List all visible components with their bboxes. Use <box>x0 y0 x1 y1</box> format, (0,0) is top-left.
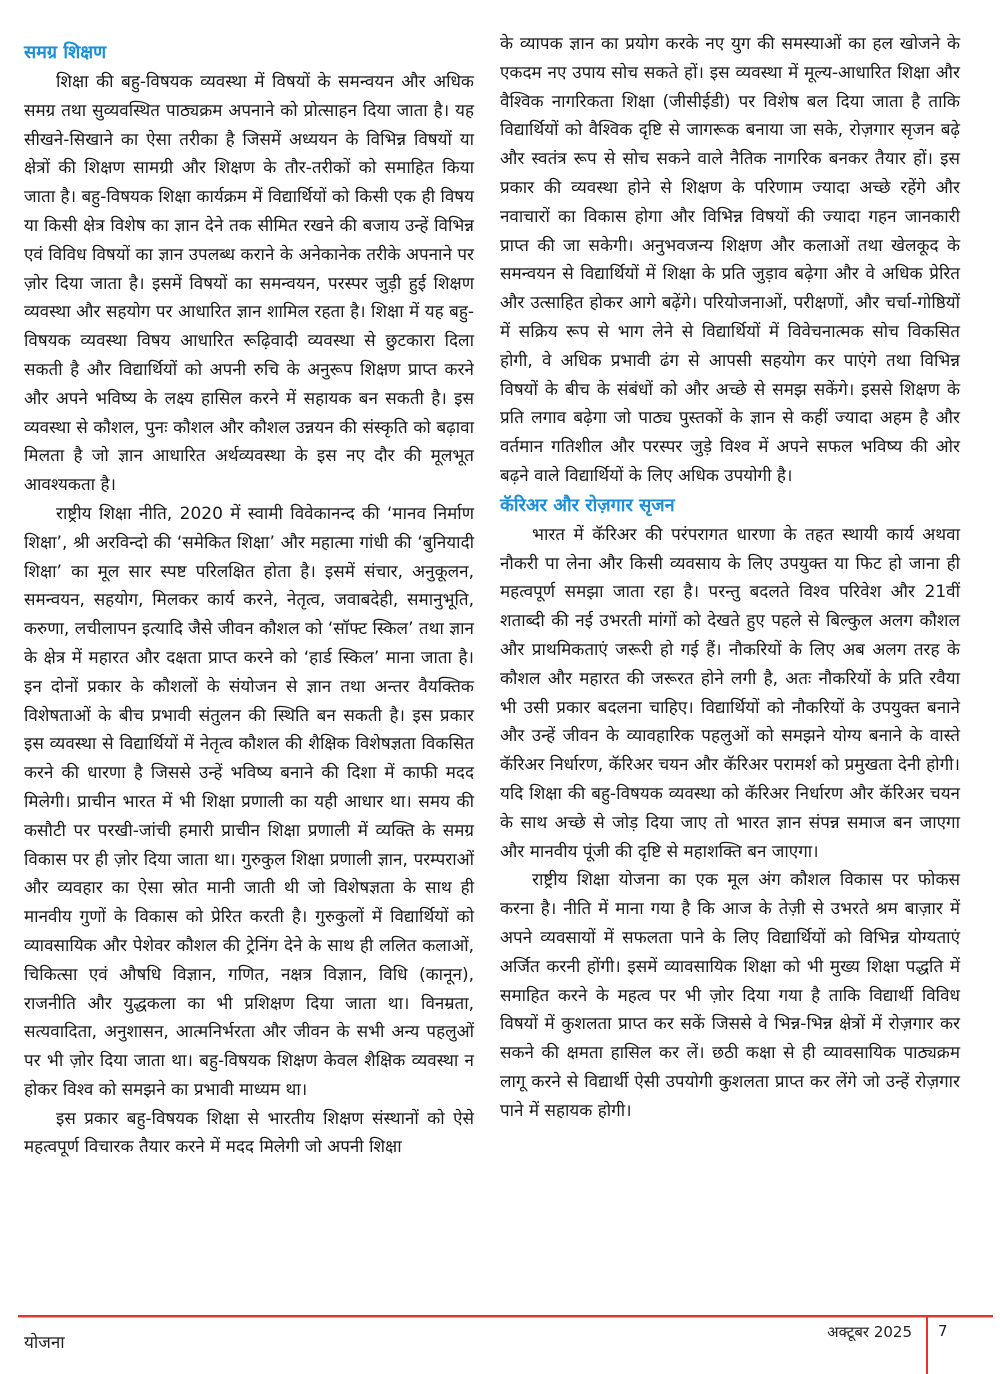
paragraph: राष्ट्रीय शिक्षा नीति, 2020 में स्वामी विवेकानन्द की ‘मानव निर्माण शिक्षा’, श्री अरविन्दो की ‘समेकित शिक्षा’ और महात्मा गांधी की ‘बुनियादी शिक्षा’ का मूल सार स्पष्ट परिलक्षित होता है। इसमें संचार, अनुकूलन, समन्वयन, सहयोग, मिलकर कार्य करने, नेतृत्व, जवाबदेही, समानुभूति, करुणा, लचीलापन इत्यादि जैसे जीवन कौशल को ‘सॉफ्ट स्किल’ तथा ज्ञान के क्षेत्र में महारत और दक्षता प्राप्त करने को ‘हार्ड स्किल’ माना जाता है। इन दोनों प्रकार के कौशलों के संयोजन से ज्ञान तथा अन्तर वैयक्तिक विशेषताओं के बीच प्रभावी संतुलन की स्थिति बन सकती है। इस प्रकार इस व्यवस्था से विद्यार्थियों में नेतृत्व कौशल की शैक्षिक विशेषज्ञता विकसित करने की धारणा है जिससे उन्हें भविष्य बनाने की दिशा में काफी मदद मिलेगी। प्राचीन भारत में भी शिक्षा प्रणाली का यही आधार था। समय की कसौटी पर परखी-जांची हमारी प्राचीन शिक्षा प्रणाली में व्यक्ति के समग्र विकास पर ही ज़ोर दिया जाता था। गुरुकुल शिक्षा प्रणाली ज्ञान, परम्पराओं और व्यवहार का ऐसा स्रोत मानी जाती थी जो विशेषज्ञता के साथ ही मानवीय गुणों के विकास को प्रेरित करती है। गुरुकुलों में विद्यार्थियों को व्यावसायिक और पेशेवर कौशल की ट्रेनिंग देने के साथ ही ललित कलाओं, चिकित्सा एवं औषधि विज्ञान, गणित, नक्षत्र विज्ञान, विधि (कानून), राजनीति और युद्धकला का भी प्रशिक्षण दिया जाता था। विनम्रता, सत्यवादिता, अनुशासन, आत्मनिर्भरता और जीवन के सभी अन्य पहलुओं पर भी ज़ोर दिया जाता था। बहु-विषयक शिक्षण केवल शैक्षिक व्यवस्था न होकर विश्व को समझने का प्रभावी माध्यम था। <box>24 503 474 1100</box>
paragraph: राष्ट्रीय शिक्षा योजना का एक मूल अंग कौशल विकास पर फोकस करना है। नीति में माना गया है कि आज के तेज़ी से उभरते श्रम बाज़ार में अपने व्यवसायों में सफलता पाने के लिए विद्यार्थियों को विभिन्न योग्यताएं अर्जित करनी होंगी। इसमें व्यावसायिक शिक्षा को भी मुख्य शिक्षा पद्धति में समाहित करने के महत्व पर भी ज़ोर दिया गया है ताकि विद्यार्थी विविध विषयों में कुशलता प्राप्त कर सकें जिससे वे भिन्न-भिन्न क्षेत्रों में रोज़गार कर सकने की क्षमता हासिल कर लें। छठी कक्षा से ही व्यावसायिक पाठ्यक्रम लागू करने से विद्यार्थी ऐसी उपयोगी कुशलता प्राप्त कर लेंगे जो उन्हें रोज़गार पाने में सहायक होगी। <box>500 870 960 1121</box>
section-heading-holistic-learning: समग्र शिक्षण <box>24 42 107 63</box>
footer-divider <box>18 1315 993 1318</box>
left-column <box>24 38 474 1162</box>
issue-date: अक्टूबर 2025 <box>827 1323 912 1341</box>
paragraph: भारत में कॅरिअर की परंपरागत धारणा के तहत स्थायी कार्य अथवा नौकरी पा लेना और किसी व्यवसाय के लिए उपयुक्त या फिट हो जाना ही महत्वपूर्ण समझा जाता रहा है। परन्तु बदलते विश्व परिवेश और 21वीं शताब्दी की नई उभरती मांगों को देखते हुए पहले से बिल्कुल अलग कौशल और प्राथमिकताएं जरूरी हो गई हैं। नौकरियों के लिए अब अलग तरह के कौशल और महारत की जरूरत होने लगी है, अतः नौकरियों के प्रति रवैया भी उसी प्रकार बदलना चाहिए। विद्यार्थियों को नौकरियों के उपयुक्त बनाने और उन्हें जीवन के व्यावहारिक पहलुओं को समझने योग्य बनाने के वास्ते कॅरिअर निर्धारण, कॅरिअर चयन और कॅरिअर परामर्श को प्रमुखता देनी होगी। यदि शिक्षा की बहु-विषयक व्यवस्था को कॅरिअर निर्धारण और कॅरिअर चयन के साथ अच्छे से जोड़ दिया जाए तो भारत ज्ञान संपन्न समाज बन जाएगा और मानवीय पूंजी की दृष्टि से महाशक्ति बन जाएगा। <box>500 524 960 862</box>
page-number: 7 <box>938 1322 948 1340</box>
section-heading-career-employment: कॅरिअर और रोज़गार सृजन <box>500 494 675 516</box>
publication-name: योजना <box>24 1333 65 1353</box>
paragraph: शिक्षा की बहु-विषयक व्यवस्था में विषयों के समन्वयन और अधिक समग्र तथा सुव्यवस्थित पाठ्यक्रम अपनाने को प्रोत्साहन दिया जाता है। यह सीखने-सिखाने का ऐसा तरीका है जिसमें अध्ययन के विभिन्न विषयों या क्षेत्रों की शिक्षण सामग्री और शिक्षण के तौर-तरीकों को समाहित किया जाता है। बहु-विषयक शिक्षा कार्यक्रम में विद्यार्थियों को किसी एक ही विषय या किसी क्षेत्र विशेष का ज्ञान देने तक सीमित रखने की बजाय उन्हें विभिन्न एवं विविध विषयों का ज्ञान उपलब्ध कराने के अनेकानेक तरीके अपनाने पर ज़ोर दिया जाता है। इसमें विषयों का समन्वयन, परस्पर जुड़ी हुई शिक्षण व्यवस्था और सहयोग पर आधारित ज्ञान शामिल रहता है। शिक्षा में यह बहु-विषयक व्यवस्था विषय आधारित रूढ़िवादी व्यवस्था से छुटकारा दिला सकती है और विद्यार्थियों को अपनी रुचि के अनुरूप शिक्षण प्राप्त करने और अपने भविष्य के लक्ष्य हासिल करने में सहायक बन सकती है। इस व्यवस्था से कौशल, पुनः कौशल और कौशल उन्नयन की संस्कृति को बढ़ावा मिलता है जो ज्ञान आधारित अर्थव्यवस्था के इस नए दौर की मूलभूत आवश्यकता है। <box>24 72 474 496</box>
paragraph: इस प्रकार बहु-विषयक शिक्षा से भारतीय शिक्षण संस्थानों को ऐसे महत्वपूर्ण विचारक तैयार करने में मदद मिलेगी जो अपनी शिक्षा <box>24 1108 474 1158</box>
right-column <box>500 30 960 1125</box>
paragraph-continuation: के व्यापक ज्ञान का प्रयोग करके नए युग की समस्याओं का हल खोजने के एकदम नए उपाय सोच सकते हों। इस व्यवस्था में मूल्य-आधारित शिक्षा और वैश्विक नागरिकता शिक्षा (जीसीईडी) पर विशेष बल दिया जाता है ताकि विद्यार्थियों को वैश्विक दृष्टि से जागरूक बनाया जा सके, रोज़गार सृजन बढ़े और स्वतंत्र रूप से सोच सकने वाले नैतिक नागरिक बनकर तैयार हों। इस प्रकार की व्यवस्था होने से शिक्षण के परिणाम ज्यादा अच्छे रहेंगे और नवाचारों का विकास होगा और विभिन्न विषयों की ज्यादा गहन जानकारी प्राप्त की जा सकेगी। अनुभवजन्य शिक्षण और कलाओं तथा खेलकूद के समन्वयन से विद्यार्थियों में शिक्षा के प्रति जुड़ाव बढ़ेगा और वे अधिक प्रेरित और उत्साहित होकर आगे बढ़ेंगे। परियोजनाओं, परीक्षणों, और चर्चा-गोष्ठियों में सक्रिय रूप से भाग लेने से विद्यार्थियों में विवेचनात्मक सोच विकसित होगी, वे अधिक प्रभावी ढंग से आपसी सहयोग कर पाएंगे तथा विभिन्न विषयों के बीच के संबंधों को और अच्छे से समझ सकेंगे। इससे शिक्षण के प्रति लगाव बढ़ेगा जो पाठ्य पुस्तकों के ज्ञान से कहीं ज्यादा अहम है और वर्तमान गतिशील और परस्पर जुड़े विश्व में अपने सफल भविष्य की ओर बढ़ने वाले विद्यार्थियों के लिए अधिक उपयोगी है। <box>500 34 960 486</box>
footer-vertical-divider <box>926 1316 928 1374</box>
